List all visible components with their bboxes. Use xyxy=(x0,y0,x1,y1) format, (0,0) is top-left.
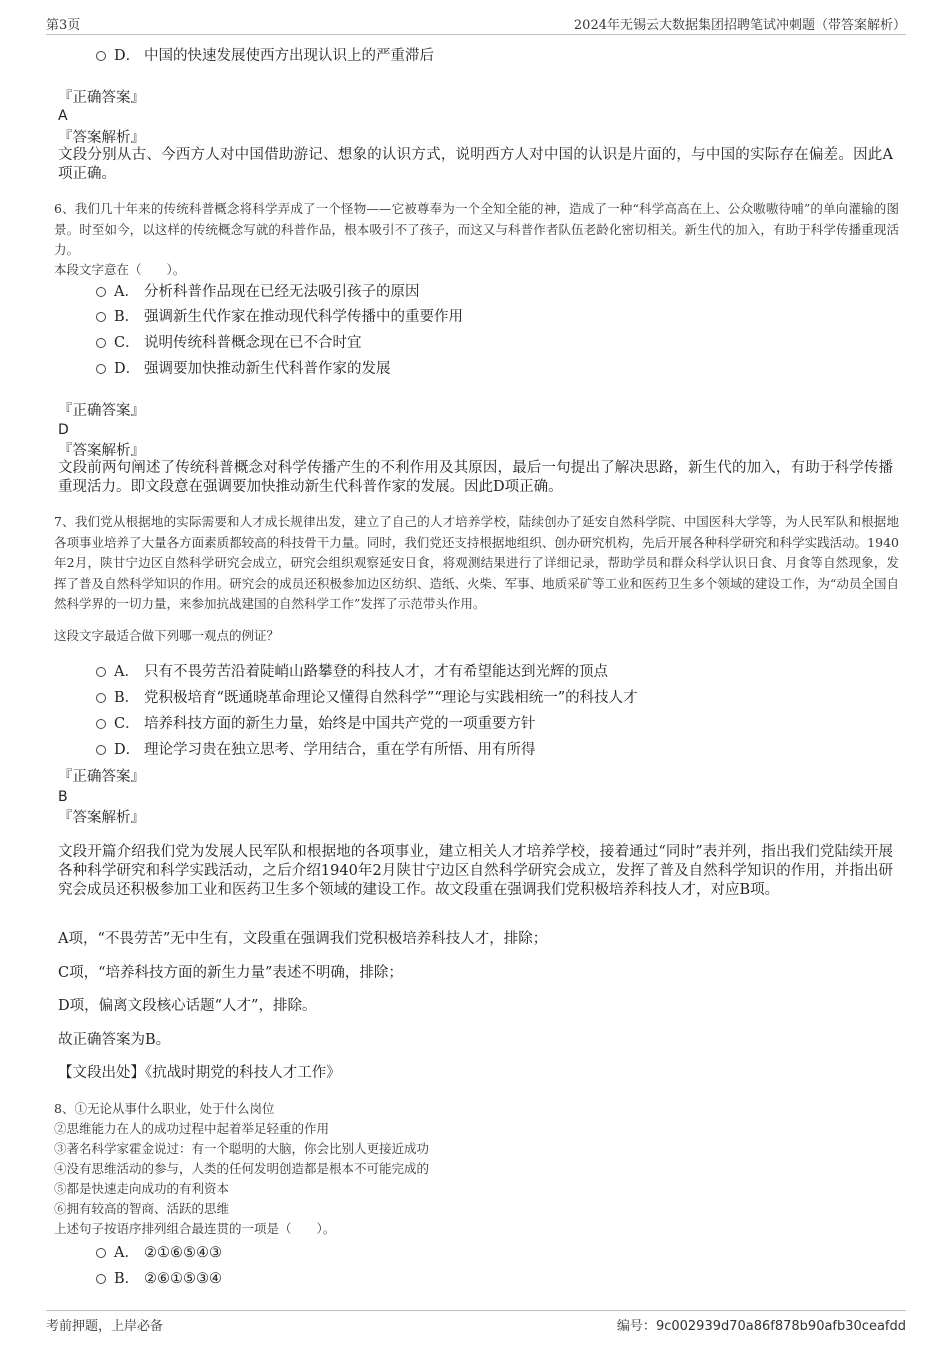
option-text: 中国的快速发展使西方出现认识上的严重滞后 xyxy=(144,48,434,64)
q6-analysis: 文段前两句阐述了传统科普概念对科学传播产生的不利作用及其原因，最后一句提出了解决思路，新生代的加入，有助于科学传播重现活力。即文段意在强调要加快推动新生代科普作家的发展。因此D项正确。 xyxy=(58,460,893,495)
option-letter: D． xyxy=(114,48,141,64)
option-text: 说明传统科普概念现在已不合时宜 xyxy=(144,335,362,351)
q7-note-c: C项，“培养科技方面的新生力量”表述不明确，排除； xyxy=(58,965,403,981)
radio-icon[interactable] xyxy=(96,364,106,374)
q7-prompt: 这段文字最适合做下列哪一观点的例证？ xyxy=(54,628,280,643)
footer-slogan: 考前押题，上岸必备 xyxy=(46,1319,164,1334)
q7-answer-tag: 『正确答案』 xyxy=(58,769,145,785)
q6-answer-tag: 『正确答案』 xyxy=(58,403,145,419)
option-text: 强调新生代作家在推动现代科学传播中的重要作用 xyxy=(144,309,463,325)
option-letter: A． xyxy=(114,664,139,680)
option-text: 党积极培育“既通晓革命理论又懂得自然科学”“理论与实践相统一”的科技人才 xyxy=(144,690,638,706)
q6-option-a[interactable] xyxy=(96,281,420,303)
radio-icon[interactable] xyxy=(96,312,106,322)
document-id-label: 编号： xyxy=(616,1319,656,1334)
option-letter: D． xyxy=(114,742,141,758)
q6-option-b[interactable] xyxy=(96,306,463,328)
q6-analysis-tag: 『答案解析』 xyxy=(58,443,145,459)
q6-prompt: 本段文字意在（ ）。 xyxy=(54,262,186,277)
q8-line-6: ⑥拥有较高的智商、活跃的思维 xyxy=(54,1201,230,1216)
q7-option-d[interactable] xyxy=(96,739,536,761)
q6-option-c[interactable] xyxy=(96,332,362,354)
option-text: 分析科普作品现在已经无法吸引孩子的原因 xyxy=(144,284,420,300)
radio-icon[interactable] xyxy=(96,745,106,755)
q7-analysis-tag: 『答案解析』 xyxy=(58,810,145,826)
option-text: 培养科技方面的新生力量，始终是中国共产党的一项重要方针 xyxy=(144,716,536,732)
option-letter: B． xyxy=(114,309,140,325)
radio-icon[interactable] xyxy=(96,51,106,61)
radio-icon[interactable] xyxy=(96,1248,106,1258)
option-letter: C． xyxy=(114,335,140,351)
radio-icon[interactable] xyxy=(96,287,106,297)
radio-icon[interactable] xyxy=(96,338,106,348)
document-id xyxy=(617,1315,906,1334)
q8-line-2: ②思维能力在人的成功过程中起着举足轻重的作用 xyxy=(54,1121,330,1136)
q7-option-b[interactable] xyxy=(96,687,638,709)
q8-option-b[interactable] xyxy=(96,1268,222,1290)
page-footer xyxy=(46,1310,906,1335)
q5-answer: A xyxy=(58,108,68,124)
q7-source: 【文段出处】《抗战时期党的科技人才工作》 xyxy=(58,1065,341,1081)
option-letter: A． xyxy=(114,1245,139,1261)
option-text: 强调要加快推动新生代科普作家的发展 xyxy=(144,361,391,377)
q7-conclusion: 故正确答案为B。 xyxy=(58,1032,171,1048)
radio-icon[interactable] xyxy=(96,693,106,703)
option-text: 理论学习贵在独立思考、学用结合，重在学有所悟、用有所得 xyxy=(144,742,536,758)
q8-line-5: ⑤都是快速走向成功的有利资本 xyxy=(54,1181,230,1196)
q6-answer: D xyxy=(58,422,69,438)
radio-icon[interactable] xyxy=(96,1274,106,1284)
q8-line-4: ④没有思维活动的参与，人类的任何发明创造都是根本不可能完成的 xyxy=(54,1161,430,1176)
q7-analysis: 文段开篇介绍我们党为发展人民军队和根据地的各项事业，建立相关人才培养学校，接着通过“同时”表并列，指出我们党陆续开展各种科学研究和科学实践活动，之后介绍1940年2月陕甘宁边区自然科学研究会成立，发挥了普及自然科学知识的作用，并指出研究会成员还积极参加工业和医药卫生多个领域的建设工作。故文段重在强调我们党积极培养科技人才，对应B项。 xyxy=(58,844,893,898)
q5-analysis: 文段分别从古、今西方人对中国借助游记、想象的认识方式，说明西方人对中国的认识是片面的，与中国的实际存在偏差。因此A项正确。 xyxy=(58,147,893,182)
q8-option-a[interactable] xyxy=(96,1242,222,1264)
q7-stem: 7、我们党从根据地的实际需要和人才成长规律出发，建立了自己的人才培养学校，陆续创办了延安自然科学院、中国医科大学等，为人民军队和根据地各项事业培养了大量各方面素质都较高的科技骨干力量。同时，我们党还支持根据地组织、创办研究机构，先后开展各种科学研究和科学实践活动。1940年2月，陕甘宁边区自然科学研究会成立，研究会组织观察延安日食，将观测结果进行了详细记录，帮助学员和群众科学认识日食、月食等自然现象，发挥了普及自然科学知识的作用。研究会的成员还积极参加边区纺织、造纸、火柴、军事、地质采矿等工业和医药卫生多个领域的建设工作，为“动员全国自然科学界的一切力量，来参加抗战建国的自然科学工作”发挥了示范带头作用。 xyxy=(54,514,899,611)
document-id-value: 9c002939d70a86f878b90afb30ceafdd xyxy=(655,1319,906,1334)
option-letter: C． xyxy=(114,716,140,732)
q5-analysis-tag: 『答案解析』 xyxy=(58,130,145,146)
q7-option-c[interactable] xyxy=(96,713,536,735)
q6-option-d[interactable] xyxy=(96,358,391,380)
radio-icon[interactable] xyxy=(96,667,106,677)
q6-stem: 6、我们几十年来的传统科普概念将科学弄成了一个怪物——它被尊奉为一个全知全能的神，造成了一种“科学高高在上、公众嗷嗷待哺”的单向灌输的图景。时至如今，以这样的传统概念写就的科普作品，根本吸引不了孩子，而这又与科普作者队伍老龄化密切相关。新生代的加入，有助于科学传播重现活力。 xyxy=(54,201,899,257)
option-letter: B． xyxy=(114,690,140,706)
document-title: 2024年无锡云大数据集团招聘笔试冲刺题（带答案解析） xyxy=(573,18,906,33)
option-letter: B． xyxy=(114,1271,140,1287)
radio-icon[interactable] xyxy=(96,719,106,729)
option-text: ②①⑥⑤④③ xyxy=(144,1245,222,1261)
q8-prompt: 上述句子按语序排列组合最连贯的一项是（ ）。 xyxy=(54,1221,336,1236)
q7-answer: B xyxy=(58,789,68,805)
option-text: 只有不畏劳苦沿着陡峭山路攀登的科技人才，才有希望能达到光辉的顶点 xyxy=(144,664,608,680)
q7-note-d: D项，偏离文段核心话题“人才”，排除。 xyxy=(58,998,317,1014)
q7-option-a[interactable] xyxy=(96,661,608,683)
option-letter: A． xyxy=(114,284,139,300)
q8-line-3: ③著名科学家霍金说过：有一个聪明的大脑，你会比别人更接近成功 xyxy=(54,1141,430,1156)
page-number: 第3页 xyxy=(46,18,81,33)
option-letter: D． xyxy=(114,361,141,377)
q5-option-d[interactable] xyxy=(96,45,434,67)
option-text: ②⑥①⑤③④ xyxy=(144,1271,222,1287)
q7-note-a: A项，“不畏劳苦”无中生有，文段重在强调我们党积极培养科技人才，排除； xyxy=(58,931,548,947)
q8-line-1: 8、①无论从事什么职业，处于什么岗位 xyxy=(54,1101,275,1116)
q5-answer-tag: 『正确答案』 xyxy=(58,90,145,106)
page-header xyxy=(46,14,906,35)
